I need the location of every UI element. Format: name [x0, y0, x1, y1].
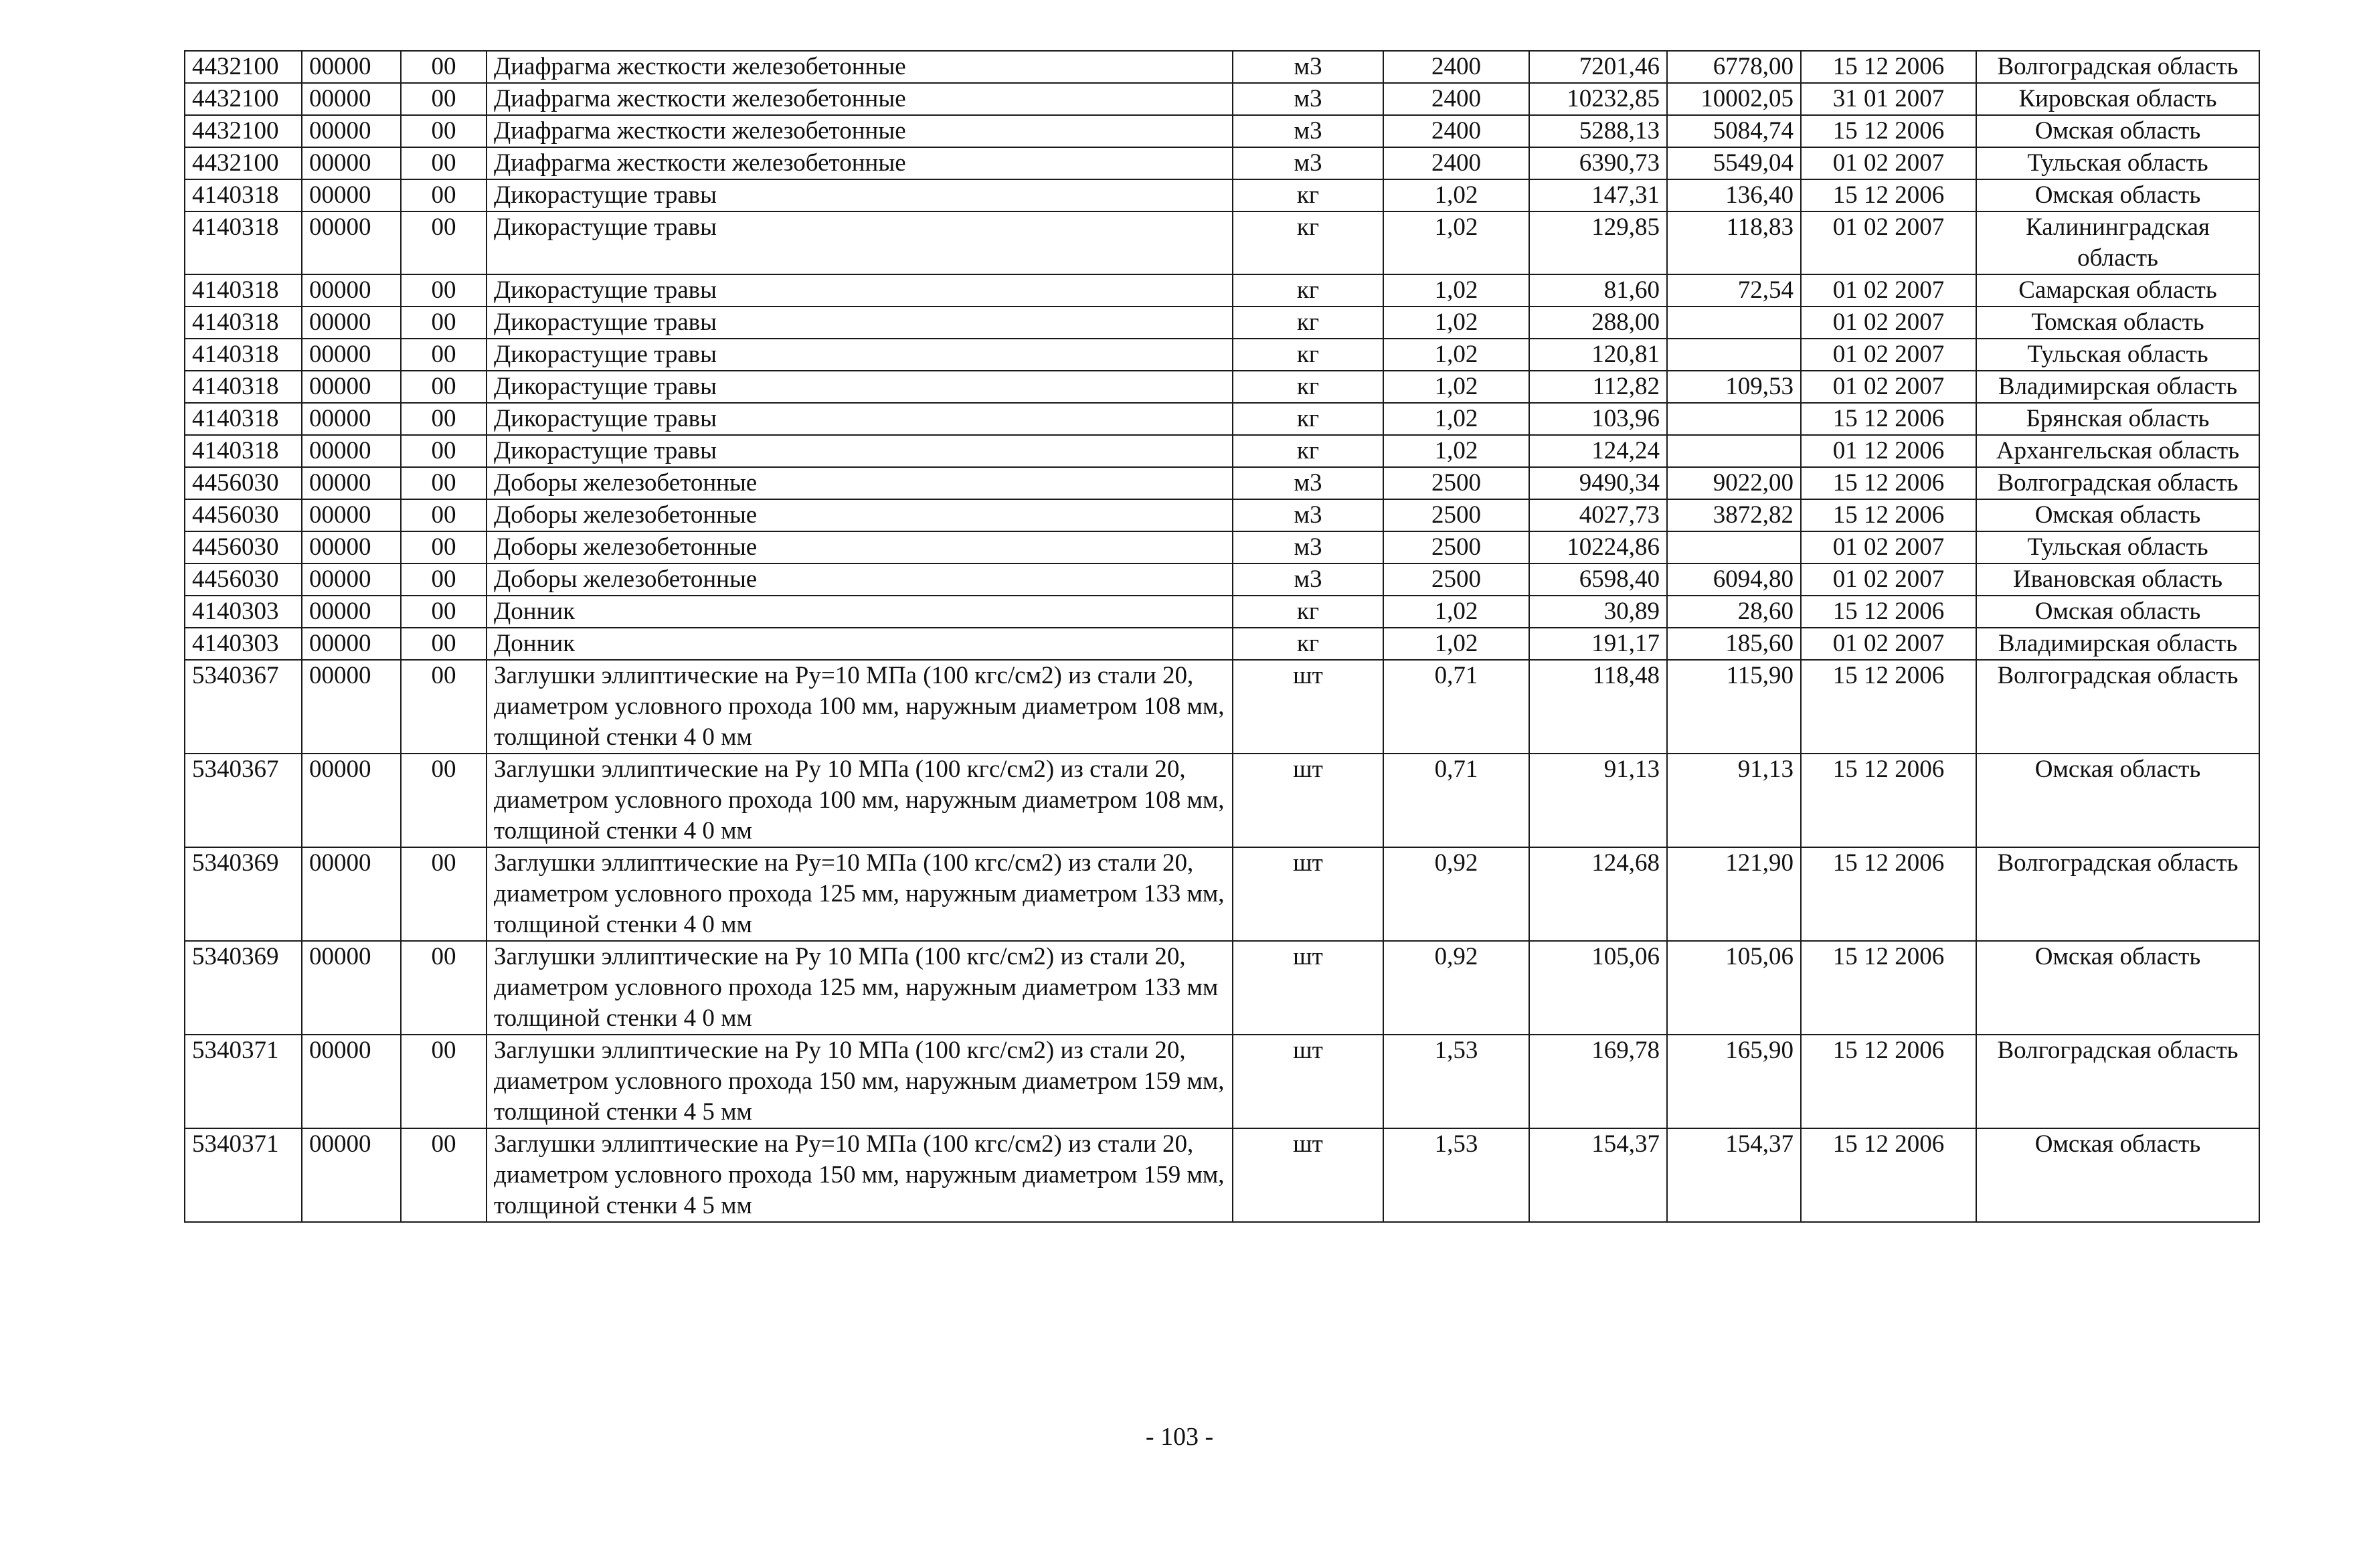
region-cell: Тульская область — [1976, 147, 2259, 179]
date-cell: 15 12 2006 — [1801, 179, 1976, 211]
coefficient-cell: 1,02 — [1383, 339, 1529, 371]
product-name-cell: Дикорастущие травы — [487, 179, 1233, 211]
coefficient-cell: 2500 — [1383, 499, 1529, 531]
unit-cell: м3 — [1233, 467, 1383, 499]
subcode-cell: 00000 — [302, 499, 401, 531]
product-name-cell: Заглушки эллиптические на Ру 10 МПа (100 кгс/см2) из стали 20, диаметром условного прохода 100 мм, наружным диаметром 108 мм, толщиной стенки 4 0 мм — [487, 754, 1233, 847]
price-cell: 4027,73 — [1529, 499, 1667, 531]
subcode-cell: 00000 — [302, 941, 401, 1035]
price-alt-cell: 115,90 — [1667, 660, 1801, 754]
subcode-cell: 00000 — [302, 847, 401, 941]
item-code-cell: 5340369 — [185, 847, 302, 941]
product-name-cell: Дикорастущие травы — [487, 339, 1233, 371]
extension-cell: 00 — [401, 115, 487, 147]
page-number: - 103 - — [1145, 1423, 1214, 1451]
extension-cell: 00 — [401, 628, 487, 660]
item-code-cell: 4140318 — [185, 371, 302, 403]
unit-cell: шт — [1233, 660, 1383, 754]
coefficient-cell: 2500 — [1383, 531, 1529, 563]
price-cell: 30,89 — [1529, 596, 1667, 628]
price-cell: 191,17 — [1529, 628, 1667, 660]
coefficient-cell: 1,02 — [1383, 211, 1529, 274]
table-row — [185, 339, 2259, 371]
table-row — [185, 467, 2259, 499]
extension-cell: 00 — [401, 83, 487, 115]
price-cell: 169,78 — [1529, 1035, 1667, 1128]
subcode-cell: 00000 — [302, 531, 401, 563]
extension-cell: 00 — [401, 274, 487, 307]
item-code-cell: 4456030 — [185, 499, 302, 531]
region-cell: Волгоградская область — [1976, 51, 2259, 83]
unit-cell: шт — [1233, 847, 1383, 941]
price-cell: 154,37 — [1529, 1128, 1667, 1222]
extension-cell: 00 — [401, 179, 487, 211]
price-alt-cell — [1667, 435, 1801, 467]
region-cell: Кировская область — [1976, 83, 2259, 115]
subcode-cell: 00000 — [302, 147, 401, 179]
subcode-cell: 00000 — [302, 754, 401, 847]
price-cell: 147,31 — [1529, 179, 1667, 211]
region-cell: Владимирская область — [1976, 371, 2259, 403]
price-cell: 112,82 — [1529, 371, 1667, 403]
table-row — [185, 531, 2259, 563]
extension-cell: 00 — [401, 847, 487, 941]
item-code-cell: 4140318 — [185, 339, 302, 371]
unit-cell: кг — [1233, 339, 1383, 371]
price-alt-cell: 28,60 — [1667, 596, 1801, 628]
subcode-cell: 00000 — [302, 435, 401, 467]
price-alt-cell — [1667, 339, 1801, 371]
unit-cell: м3 — [1233, 147, 1383, 179]
item-code-cell: 5340369 — [185, 941, 302, 1035]
date-cell: 01 02 2007 — [1801, 274, 1976, 307]
item-code-cell: 4140318 — [185, 179, 302, 211]
item-code-cell: 4140318 — [185, 211, 302, 274]
extension-cell: 00 — [401, 660, 487, 754]
price-alt-cell: 9022,00 — [1667, 467, 1801, 499]
subcode-cell: 00000 — [302, 307, 401, 339]
item-code-cell: 4456030 — [185, 563, 302, 596]
subcode-cell: 00000 — [302, 211, 401, 274]
table-row — [185, 83, 2259, 115]
subcode-cell: 00000 — [302, 179, 401, 211]
price-cell: 103,96 — [1529, 403, 1667, 435]
table-row — [185, 115, 2259, 147]
region-cell: Томская область — [1976, 307, 2259, 339]
coefficient-cell: 0,71 — [1383, 754, 1529, 847]
table-row — [185, 660, 2259, 754]
price-alt-cell: 136,40 — [1667, 179, 1801, 211]
date-cell: 15 12 2006 — [1801, 403, 1976, 435]
subcode-cell: 00000 — [302, 596, 401, 628]
region-cell: Волгоградская область — [1976, 847, 2259, 941]
unit-cell: кг — [1233, 403, 1383, 435]
coefficient-cell: 0,92 — [1383, 847, 1529, 941]
price-alt-cell: 5549,04 — [1667, 147, 1801, 179]
unit-cell: шт — [1233, 1035, 1383, 1128]
date-cell: 01 02 2007 — [1801, 371, 1976, 403]
date-cell: 01 02 2007 — [1801, 339, 1976, 371]
product-name-cell: Донник — [487, 596, 1233, 628]
item-code-cell: 4456030 — [185, 531, 302, 563]
unit-cell: кг — [1233, 179, 1383, 211]
unit-cell: м3 — [1233, 563, 1383, 596]
item-code-cell: 5340367 — [185, 660, 302, 754]
date-cell: 15 12 2006 — [1801, 1128, 1976, 1222]
price-cell: 10224,86 — [1529, 531, 1667, 563]
coefficient-cell: 1,02 — [1383, 307, 1529, 339]
region-cell: Волгоградская область — [1976, 1035, 2259, 1128]
coefficient-cell: 1,02 — [1383, 435, 1529, 467]
date-cell: 01 12 2006 — [1801, 435, 1976, 467]
date-cell: 15 12 2006 — [1801, 499, 1976, 531]
region-cell: Омская область — [1976, 499, 2259, 531]
date-cell: 01 02 2007 — [1801, 628, 1976, 660]
product-name-cell: Дикорастущие травы — [487, 274, 1233, 307]
coefficient-cell: 1,02 — [1383, 179, 1529, 211]
table-row — [185, 596, 2259, 628]
coefficient-cell: 1,02 — [1383, 596, 1529, 628]
coefficient-cell: 1,53 — [1383, 1128, 1529, 1222]
coefficient-cell: 1,02 — [1383, 371, 1529, 403]
coefficient-cell: 1,53 — [1383, 1035, 1529, 1128]
price-alt-cell: 154,37 — [1667, 1128, 1801, 1222]
extension-cell: 00 — [401, 596, 487, 628]
price-cell: 6598,40 — [1529, 563, 1667, 596]
subcode-cell: 00000 — [302, 115, 401, 147]
product-name-cell: Диафрагма жесткости железобетонные — [487, 115, 1233, 147]
coefficient-cell: 2500 — [1383, 563, 1529, 596]
date-cell: 15 12 2006 — [1801, 467, 1976, 499]
date-cell: 01 02 2007 — [1801, 563, 1976, 596]
date-cell: 15 12 2006 — [1801, 847, 1976, 941]
item-code-cell: 4432100 — [185, 83, 302, 115]
table-row — [185, 179, 2259, 211]
price-table — [184, 50, 2260, 1223]
coefficient-cell: 1,02 — [1383, 628, 1529, 660]
date-cell: 01 02 2007 — [1801, 211, 1976, 274]
product-name-cell: Донник — [487, 628, 1233, 660]
table-row — [185, 628, 2259, 660]
item-code-cell: 4140318 — [185, 307, 302, 339]
coefficient-cell: 1,02 — [1383, 403, 1529, 435]
table-body — [185, 51, 2259, 1222]
subcode-cell: 00000 — [302, 274, 401, 307]
product-name-cell: Диафрагма жесткости железобетонные — [487, 83, 1233, 115]
table-row — [185, 403, 2259, 435]
price-alt-cell: 121,90 — [1667, 847, 1801, 941]
region-cell: Омская область — [1976, 596, 2259, 628]
product-name-cell: Заглушки эллиптические на Ру=10 МПа (100 кгс/см2) из стали 20, диаметром условного прохода 100 мм, наружным диаметром 108 мм, толщиной стенки 4 0 мм — [487, 660, 1233, 754]
unit-cell: м3 — [1233, 115, 1383, 147]
product-name-cell: Диафрагма жесткости железобетонные — [487, 51, 1233, 83]
item-code-cell: 4140318 — [185, 274, 302, 307]
subcode-cell: 00000 — [302, 403, 401, 435]
price-cell: 129,85 — [1529, 211, 1667, 274]
table-row — [185, 435, 2259, 467]
unit-cell: кг — [1233, 274, 1383, 307]
subcode-cell: 00000 — [302, 1128, 401, 1222]
product-name-cell: Заглушки эллиптические на Ру 10 МПа (100 кгс/см2) из стали 20, диаметром условного прохода 150 мм, наружным диаметром 159 мм, толщиной стенки 4 5 мм — [487, 1035, 1233, 1128]
table-row — [185, 847, 2259, 941]
price-cell: 105,06 — [1529, 941, 1667, 1035]
price-cell: 91,13 — [1529, 754, 1667, 847]
coefficient-cell: 2400 — [1383, 115, 1529, 147]
extension-cell: 00 — [401, 531, 487, 563]
date-cell: 15 12 2006 — [1801, 660, 1976, 754]
table-row — [185, 1035, 2259, 1128]
product-name-cell: Дикорастущие травы — [487, 371, 1233, 403]
coefficient-cell: 2400 — [1383, 147, 1529, 179]
subcode-cell: 00000 — [302, 628, 401, 660]
extension-cell: 00 — [401, 403, 487, 435]
price-cell: 9490,34 — [1529, 467, 1667, 499]
unit-cell: шт — [1233, 1128, 1383, 1222]
table-row — [185, 941, 2259, 1035]
price-cell: 288,00 — [1529, 307, 1667, 339]
coefficient-cell: 0,71 — [1383, 660, 1529, 754]
table-row — [185, 274, 2259, 307]
item-code-cell: 5340367 — [185, 754, 302, 847]
unit-cell: м3 — [1233, 51, 1383, 83]
product-name-cell: Заглушки эллиптические на Ру=10 МПа (100 кгс/см2) из стали 20, диаметром условного прохода 125 мм, наружным диаметром 133 мм, толщиной стенки 4 0 мм — [487, 847, 1233, 941]
region-cell: Волгоградская область — [1976, 660, 2259, 754]
price-alt-cell — [1667, 307, 1801, 339]
table-row — [185, 147, 2259, 179]
extension-cell: 00 — [401, 371, 487, 403]
item-code-cell: 4432100 — [185, 115, 302, 147]
date-cell: 01 02 2007 — [1801, 531, 1976, 563]
region-cell: Омская область — [1976, 941, 2259, 1035]
price-alt-cell: 3872,82 — [1667, 499, 1801, 531]
item-code-cell: 4432100 — [185, 147, 302, 179]
region-cell: Омская область — [1976, 754, 2259, 847]
extension-cell: 00 — [401, 563, 487, 596]
price-cell: 5288,13 — [1529, 115, 1667, 147]
extension-cell: 00 — [401, 499, 487, 531]
price-alt-cell: 165,90 — [1667, 1035, 1801, 1128]
price-alt-cell: 109,53 — [1667, 371, 1801, 403]
product-name-cell: Заглушки эллиптические на Ру=10 МПа (100 кгс/см2) из стали 20, диаметром условного прохода 150 мм, наружным диаметром 159 мм, толщиной стенки 4 5 мм — [487, 1128, 1233, 1222]
unit-cell: кг — [1233, 628, 1383, 660]
product-name-cell: Доборы железобетонные — [487, 563, 1233, 596]
price-alt-cell: 72,54 — [1667, 274, 1801, 307]
extension-cell: 00 — [401, 211, 487, 274]
price-alt-cell: 118,83 — [1667, 211, 1801, 274]
price-cell: 120,81 — [1529, 339, 1667, 371]
date-cell: 15 12 2006 — [1801, 51, 1976, 83]
extension-cell: 00 — [401, 339, 487, 371]
table-row — [185, 211, 2259, 274]
region-cell: Тульская область — [1976, 339, 2259, 371]
extension-cell: 00 — [401, 1035, 487, 1128]
price-cell: 81,60 — [1529, 274, 1667, 307]
region-cell: Волгоградская область — [1976, 467, 2259, 499]
region-cell: Брянская область — [1976, 403, 2259, 435]
date-cell: 01 02 2007 — [1801, 147, 1976, 179]
coefficient-cell: 0,92 — [1383, 941, 1529, 1035]
unit-cell: шт — [1233, 754, 1383, 847]
price-alt-cell: 185,60 — [1667, 628, 1801, 660]
extension-cell: 00 — [401, 307, 487, 339]
price-cell: 124,68 — [1529, 847, 1667, 941]
price-cell: 10232,85 — [1529, 83, 1667, 115]
unit-cell: кг — [1233, 435, 1383, 467]
region-cell: Омская область — [1976, 115, 2259, 147]
unit-cell: м3 — [1233, 531, 1383, 563]
region-cell: Омская область — [1976, 179, 2259, 211]
table-row — [185, 563, 2259, 596]
subcode-cell: 00000 — [302, 51, 401, 83]
unit-cell: м3 — [1233, 83, 1383, 115]
product-name-cell: Дикорастущие травы — [487, 403, 1233, 435]
extension-cell: 00 — [401, 147, 487, 179]
subcode-cell: 00000 — [302, 660, 401, 754]
extension-cell: 00 — [401, 941, 487, 1035]
subcode-cell: 00000 — [302, 371, 401, 403]
product-name-cell: Доборы железобетонные — [487, 531, 1233, 563]
item-code-cell: 4140318 — [185, 403, 302, 435]
coefficient-cell: 2500 — [1383, 467, 1529, 499]
price-alt-cell: 105,06 — [1667, 941, 1801, 1035]
unit-cell: кг — [1233, 371, 1383, 403]
extension-cell: 00 — [401, 1128, 487, 1222]
date-cell: 01 02 2007 — [1801, 307, 1976, 339]
product-name-cell: Заглушки эллиптические на Ру 10 МПа (100 кгс/см2) из стали 20, диаметром условного прохода 125 мм, наружным диаметром 133 мм толщиной стенки 4 0 мм — [487, 941, 1233, 1035]
table-row — [185, 754, 2259, 847]
extension-cell: 00 — [401, 51, 487, 83]
date-cell: 15 12 2006 — [1801, 596, 1976, 628]
subcode-cell: 00000 — [302, 339, 401, 371]
date-cell: 15 12 2006 — [1801, 115, 1976, 147]
item-code-cell: 4140303 — [185, 596, 302, 628]
subcode-cell: 00000 — [302, 563, 401, 596]
price-alt-cell — [1667, 531, 1801, 563]
table-row — [185, 307, 2259, 339]
region-cell: Ивановская область — [1976, 563, 2259, 596]
price-alt-cell: 6094,80 — [1667, 563, 1801, 596]
subcode-cell: 00000 — [302, 1035, 401, 1128]
coefficient-cell: 1,02 — [1383, 274, 1529, 307]
item-code-cell: 4432100 — [185, 51, 302, 83]
product-name-cell: Диафрагма жесткости железобетонные — [487, 147, 1233, 179]
price-alt-cell: 6778,00 — [1667, 51, 1801, 83]
price-cell: 6390,73 — [1529, 147, 1667, 179]
unit-cell: шт — [1233, 941, 1383, 1035]
item-code-cell: 4456030 — [185, 467, 302, 499]
price-cell: 118,48 — [1529, 660, 1667, 754]
item-code-cell: 5340371 — [185, 1128, 302, 1222]
subcode-cell: 00000 — [302, 467, 401, 499]
price-cell: 7201,46 — [1529, 51, 1667, 83]
price-alt-cell: 10002,05 — [1667, 83, 1801, 115]
coefficient-cell: 2400 — [1383, 51, 1529, 83]
item-code-cell: 4140318 — [185, 435, 302, 467]
unit-cell: кг — [1233, 307, 1383, 339]
date-cell: 15 12 2006 — [1801, 1035, 1976, 1128]
unit-cell: кг — [1233, 596, 1383, 628]
product-name-cell: Доборы железобетонные — [487, 467, 1233, 499]
price-alt-cell: 5084,74 — [1667, 115, 1801, 147]
product-name-cell: Дикорастущие травы — [487, 307, 1233, 339]
date-cell: 15 12 2006 — [1801, 941, 1976, 1035]
price-alt-cell: 91,13 — [1667, 754, 1801, 847]
table-row — [185, 51, 2259, 83]
price-alt-cell — [1667, 403, 1801, 435]
table-row — [185, 371, 2259, 403]
product-name-cell: Дикорастущие травы — [487, 435, 1233, 467]
region-cell: Тульская область — [1976, 531, 2259, 563]
region-cell: Архангельская область — [1976, 435, 2259, 467]
product-name-cell: Дикорастущие травы — [487, 211, 1233, 274]
extension-cell: 00 — [401, 467, 487, 499]
region-cell: Самарская область — [1976, 274, 2259, 307]
item-code-cell: 4140303 — [185, 628, 302, 660]
item-code-cell: 5340371 — [185, 1035, 302, 1128]
date-cell: 31 01 2007 — [1801, 83, 1976, 115]
region-cell: Владимирская область — [1976, 628, 2259, 660]
unit-cell: м3 — [1233, 499, 1383, 531]
table-row — [185, 499, 2259, 531]
product-name-cell: Доборы железобетонные — [487, 499, 1233, 531]
coefficient-cell: 2400 — [1383, 83, 1529, 115]
extension-cell: 00 — [401, 754, 487, 847]
price-cell: 124,24 — [1529, 435, 1667, 467]
extension-cell: 00 — [401, 435, 487, 467]
unit-cell: кг — [1233, 211, 1383, 274]
region-cell: Калининградская область — [1976, 211, 2259, 274]
table-row — [185, 1128, 2259, 1222]
region-cell: Омская область — [1976, 1128, 2259, 1222]
subcode-cell: 00000 — [302, 83, 401, 115]
date-cell: 15 12 2006 — [1801, 754, 1976, 847]
